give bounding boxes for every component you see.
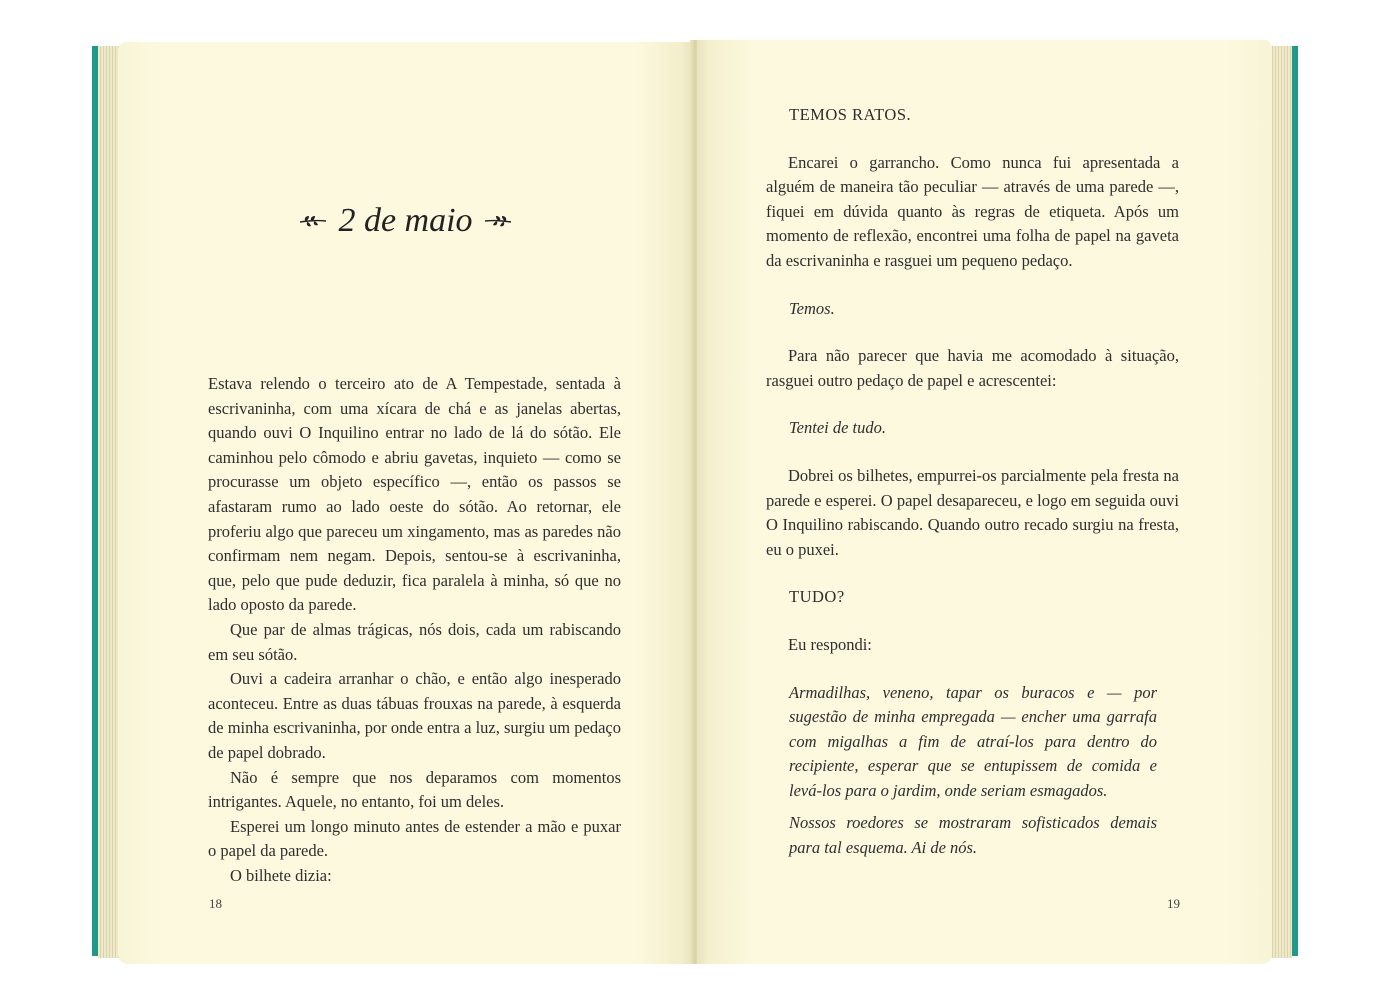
paragraph: Estava relendo o terceiro ato de A Tempestade, sentada à escrivaninha, com uma xícara de chá e as janelas abertas, quando ouvi O Inquilino entrar no lado de lá do sótão. Ele caminhou pelo cômodo e abriu gavetas, inquieto — como se procurasse um objeto específico —, então os passos se afastaram rumo ao lado oeste do sótão. Ao retornar, ele proferiu algo que pareceu um xingamento, mas as paredes não confirmam nem negam. Depois, sentou-se à escrivaninha, que, pelo que pude deduzir, fica paralela à minha, só que no lado oposto da parede.: [208, 374, 621, 615]
chapter-heading: [118, 202, 693, 240]
note-text: Armadilhas, veneno, tapar os buracos e — por sugestão de minha empregada — encher uma garrafa com migalhas a fim de atraí-los para dentro do recipiente, esperar que se entupissem de comida e levá-los para o jardim, onde seriam esmagados.: [789, 682, 1157, 800]
laurel-sprig-icon: [298, 213, 328, 229]
note-text: Temos.: [789, 298, 835, 318]
paragraph: Que par de almas trágicas, nós dois, cada um rabiscando em seu sótão.: [208, 619, 621, 664]
note-text: TEMOS RATOS.: [789, 105, 912, 124]
page-stack-right: [1270, 46, 1292, 958]
note-text: Tentei de tudo.: [789, 418, 887, 438]
left-page-body: [208, 372, 621, 888]
paragraph: Não é sempre que nos deparamos com momentos intrigantes. Aquele, no entanto, foi um deles.: [208, 767, 621, 812]
paragraph: Encarei o garrancho. Como nunca fui apresentada a alguém de maneira tão peculiar — através de uma parede —, fiquei em dúvida quanto às regras de etiqueta. Após um momento de reflexão, encontrei uma folha de papel na gaveta da escrivaninha e rasguei um pequeno pedaço.: [766, 152, 1179, 270]
paragraph: Esperei um longo minuto antes de estender a mão e puxar o papel da parede.: [208, 816, 621, 861]
page-stack-left: [98, 46, 120, 958]
paragraph: Para não parecer que havia me acomodado à situação, rasguei outro pedaço de papel e acrescentei:: [766, 346, 1179, 390]
paragraph: Eu respondi:: [788, 634, 872, 654]
left-page: [118, 42, 693, 964]
chapter-title: 2 de maio: [338, 202, 473, 239]
paragraph: Dobrei os bilhetes, empurrei-os parcialmente pela fresta na parede e esperei. O papel desapareceu, e logo em seguida ouvi O Inquilino rabiscando. Quando outro recado surgiu na fresta, eu o puxei.: [766, 465, 1179, 559]
page-number: 19: [1167, 896, 1180, 911]
book-cover-right-edge: [1292, 46, 1298, 956]
laurel-sprig-icon: [483, 213, 513, 229]
right-page-body: [766, 103, 1179, 861]
right-page: [697, 40, 1272, 964]
note-text: Nossos roedores se mostraram sofisticados demais para tal esquema. Ai de nós.: [789, 813, 1157, 858]
paragraph: Ouvi a cadeira arranhar o chão, e então algo inesperado aconteceu. Entre as duas tábuas frouxas na parede, à esquerda de minha escrivaninha, por onde entra a luz, surgiu um pedaço de papel dobrado.: [208, 669, 621, 762]
paragraph: O bilhete dizia:: [230, 865, 332, 885]
page-number: 18: [209, 896, 222, 911]
note-text: TUDO?: [789, 587, 845, 607]
